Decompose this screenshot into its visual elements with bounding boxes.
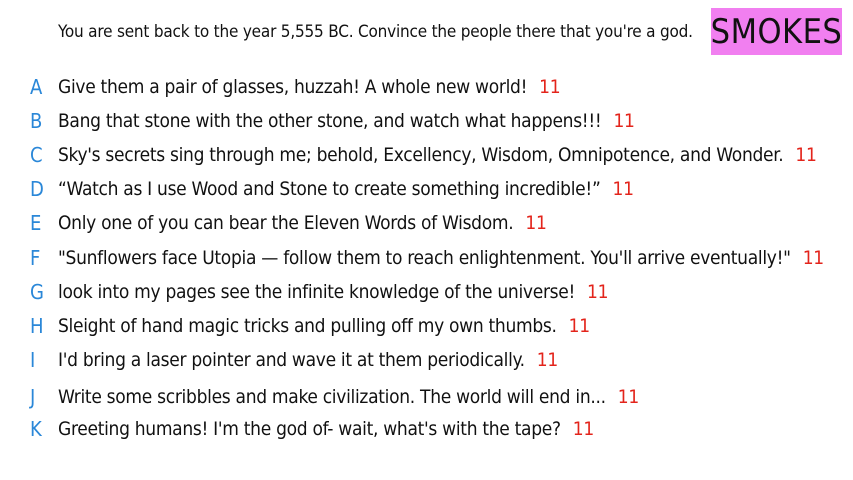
prompt-text: You are sent back to the year 5,555 BC. Convince the people there that you're a god. [58,22,693,42]
answer-score: 11 [587,281,609,303]
answer-text: Greeting humans! I'm the god of- wait, what's with the tape? [58,418,561,440]
answer-content [58,76,560,98]
answer-letter: K [30,417,42,441]
answer-content [58,281,608,303]
answer-text: "Sunflowers face Utopia — follow them to reach enlightenment. You'll arrive eventually!" [58,247,791,269]
answer-score: 11 [795,144,817,166]
answer-text: Give them a pair of glasses, huzzah! A whole new world! [58,76,528,98]
answer-score: 11 [613,110,635,132]
answer-letter: D [30,177,44,201]
answer-text: Only one of you can bear the Eleven Words of Wisdom. [58,212,514,234]
answer-letter: I [30,348,36,372]
answer-text: Bang that stone with the other stone, and watch what happens!!! [58,110,602,132]
answer-text: I'd bring a laser pointer and wave it at them periodically. [58,349,525,371]
answer-content [58,212,547,234]
answer-content [58,247,824,269]
answer-text: “Watch as I use Wood and Stone to create something incredible!” [58,178,601,200]
answer-content [58,418,594,440]
answer-content [58,144,817,166]
answer-letter: G [30,280,44,304]
answer-text: Sleight of hand magic tricks and pulling off my own thumbs. [58,315,557,337]
answer-content [58,315,590,337]
answer-letter: F [30,246,41,270]
answer-text: Write some scribbles and make civilization. The world will end in... [58,386,606,408]
answer-letter: J [30,385,36,409]
answer-letter: A [30,75,43,99]
answer-letter: C [30,143,43,167]
answer-letter: E [30,211,42,235]
answer-score: 11 [802,247,824,269]
answer-letter: H [30,314,44,338]
answer-letter: B [30,109,43,133]
answer-content [58,110,635,132]
answer-score: 11 [612,178,634,200]
answer-score: 11 [539,76,561,98]
answer-score: 11 [536,349,558,371]
answer-score: 11 [572,418,594,440]
answer-score: 11 [568,315,590,337]
answer-content [58,386,639,408]
answer-text: look into my pages see the infinite knowledge of the universe! [58,281,576,303]
answer-content [58,349,558,371]
answer-score: 11 [525,212,547,234]
answer-score: 11 [617,386,639,408]
player-name-badge: SMOKES [711,8,842,55]
answer-text: Sky's secrets sing through me; behold, Excellency, Wisdom, Omnipotence, and Wonder. [58,144,784,166]
answer-content [58,178,634,200]
